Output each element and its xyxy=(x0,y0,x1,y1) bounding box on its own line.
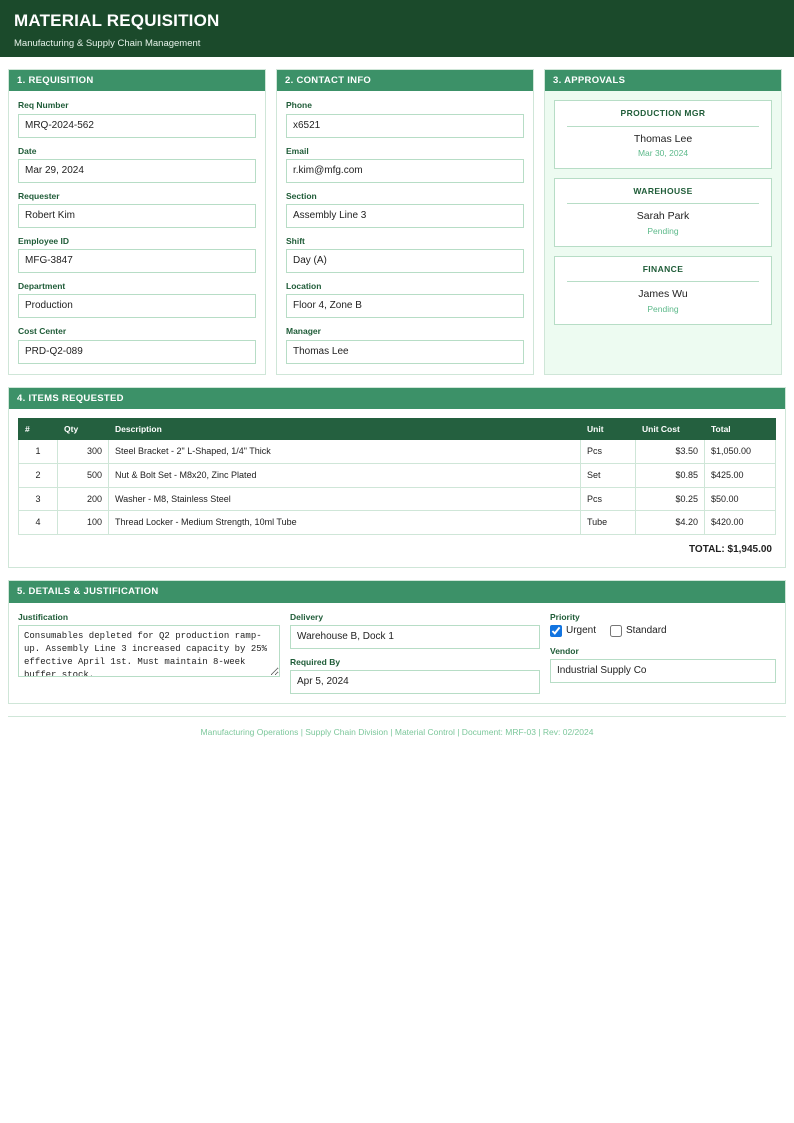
approval-card-finance[interactable] xyxy=(554,256,772,325)
column-header-qty: Qty xyxy=(58,418,109,439)
approval-status: Mar 30, 2024 xyxy=(637,148,689,159)
requisition-panel-header: 1. REQUISITION xyxy=(9,70,265,91)
field-label: Req Number xyxy=(18,100,69,111)
approval-role: FINANCE xyxy=(642,264,684,275)
justification-textarea[interactable] xyxy=(18,625,280,677)
cell-unit-cost: $0.25 xyxy=(636,487,705,511)
field-delivery xyxy=(290,612,540,649)
signature-rule xyxy=(567,281,759,282)
field-vendor xyxy=(550,646,776,683)
cell-unit-cost: $0.85 xyxy=(636,463,705,487)
cell-total: $50.00 xyxy=(705,487,776,511)
priority-vendor-column xyxy=(550,612,776,683)
delivery-input[interactable] xyxy=(290,625,540,649)
approval-status: Pending xyxy=(647,303,679,314)
shift-input[interactable] xyxy=(286,249,524,273)
cell-description: Nut & Bolt Set - M8x20, Zinc Plated xyxy=(109,463,581,487)
cell-qty: 300 xyxy=(58,440,109,464)
page-content xyxy=(0,69,794,704)
cell-index: 3 xyxy=(19,487,58,511)
requisition-panel xyxy=(8,69,266,375)
items-section xyxy=(8,387,786,569)
field-label: Employee ID xyxy=(18,235,70,246)
approval-role: WAREHOUSE xyxy=(633,186,693,197)
details-section xyxy=(8,580,786,704)
column-header-unit-cost: Unit Cost xyxy=(636,418,705,439)
field-label: Cost Center xyxy=(18,326,67,337)
phone-input[interactable] xyxy=(286,114,524,138)
section-input[interactable] xyxy=(286,204,524,228)
approvals-cards xyxy=(545,91,781,373)
field-label: Phone xyxy=(286,100,312,111)
approval-card-warehouse[interactable] xyxy=(554,178,772,247)
field-label: Requester xyxy=(18,190,60,201)
cell-total: $420.00 xyxy=(705,511,776,535)
cell-unit: Set xyxy=(581,463,636,487)
cell-total: $1,050.00 xyxy=(705,440,776,464)
field-date xyxy=(18,146,256,183)
cell-qty: 100 xyxy=(58,511,109,535)
cell-index: 2 xyxy=(19,463,58,487)
employee-id-input[interactable] xyxy=(18,249,256,273)
cell-description: Steel Bracket - 2" L-Shaped, 1/4" Thick xyxy=(109,440,581,464)
cell-qty: 500 xyxy=(58,463,109,487)
approver-name: Thomas Lee xyxy=(633,132,693,145)
field-section xyxy=(286,191,524,228)
field-email xyxy=(286,146,524,183)
priority-label: Priority xyxy=(550,611,580,622)
page-title: MATERIAL REQUISITION xyxy=(14,11,220,30)
approval-status: Pending xyxy=(647,226,679,237)
cell-unit: Pcs xyxy=(581,440,636,464)
date-input[interactable] xyxy=(18,159,256,183)
delivery-column xyxy=(290,612,540,694)
signature-rule xyxy=(567,126,759,127)
page-footer: Manufacturing Operations | Supply Chain Division | Material Control | Document: MRF-03 | Rev: 02/2024 xyxy=(200,727,594,738)
contact-panel-header: 2. CONTACT INFO xyxy=(277,70,533,91)
table-row xyxy=(19,487,776,511)
standard-label: Standard xyxy=(626,624,667,636)
field-department xyxy=(18,281,256,318)
field-label: Date xyxy=(18,145,37,156)
cost-center-input[interactable] xyxy=(18,340,256,364)
top-columns xyxy=(8,69,786,375)
field-requester xyxy=(18,191,256,228)
page-banner xyxy=(0,0,794,57)
table-row xyxy=(19,463,776,487)
field-phone xyxy=(286,100,524,137)
cell-total: $425.00 xyxy=(705,463,776,487)
cell-description: Thread Locker - Medium Strength, 10ml Tube xyxy=(109,511,581,535)
justification-label: Justification xyxy=(18,611,69,622)
cell-qty: 200 xyxy=(58,487,109,511)
signature-rule xyxy=(567,203,759,204)
approver-name: James Wu xyxy=(638,288,688,301)
items-section-body xyxy=(9,409,785,567)
required-by-label: Required By xyxy=(290,656,341,667)
field-location xyxy=(286,281,524,318)
standard-checkbox[interactable] xyxy=(610,625,622,637)
vendor-label: Vendor xyxy=(550,645,579,656)
approver-name: Sarah Park xyxy=(636,210,690,223)
cell-unit-cost: $4.20 xyxy=(636,511,705,535)
email-input[interactable] xyxy=(286,159,524,183)
details-grid xyxy=(18,612,776,694)
approvals-panel-header: 3. APPROVALS xyxy=(545,70,781,91)
column-header-description: Description xyxy=(109,418,581,439)
cell-index: 1 xyxy=(19,440,58,464)
table-header-row xyxy=(19,418,776,439)
field-label: Section xyxy=(286,190,317,201)
manager-input[interactable] xyxy=(286,340,524,364)
approval-role: PRODUCTION MGR xyxy=(620,108,706,119)
cell-unit: Tube xyxy=(581,511,636,535)
field-manager xyxy=(286,326,524,363)
department-input[interactable] xyxy=(18,294,256,318)
field-label: Location xyxy=(286,281,322,292)
req-number-input[interactable] xyxy=(18,114,256,138)
field-cost-center xyxy=(18,326,256,363)
urgent-checkbox[interactable] xyxy=(550,625,562,637)
cell-unit: Pcs xyxy=(581,487,636,511)
required-by-input[interactable] xyxy=(290,670,540,694)
urgent-label: Urgent xyxy=(566,624,597,636)
field-label: Manager xyxy=(286,326,321,337)
items-table-body xyxy=(19,440,776,535)
delivery-label: Delivery xyxy=(290,611,324,622)
page-subtitle: Manufacturing & Supply Chain Management xyxy=(14,37,201,49)
location-input[interactable] xyxy=(286,294,524,318)
field-required-by xyxy=(290,657,540,694)
field-label: Shift xyxy=(286,235,305,246)
field-req-number xyxy=(18,100,256,137)
cell-unit-cost: $3.50 xyxy=(636,440,705,464)
requisition-fields xyxy=(9,91,265,373)
field-label: Department xyxy=(18,281,66,292)
column-header-total: Total xyxy=(705,418,776,439)
approvals-panel xyxy=(544,69,782,375)
items-section-header: 4. ITEMS REQUESTED xyxy=(9,388,785,409)
cell-description: Washer - M8, Stainless Steel xyxy=(109,487,581,511)
column-header-index: # xyxy=(19,418,58,439)
details-section-header: 5. DETAILS & JUSTIFICATION xyxy=(9,581,785,602)
items-total: TOTAL: $1,945.00 xyxy=(689,544,772,556)
items-table xyxy=(18,418,776,535)
table-row xyxy=(19,440,776,464)
column-header-unit: Unit xyxy=(581,418,636,439)
requester-input[interactable] xyxy=(18,204,256,228)
justification-column xyxy=(18,612,280,677)
priority-option-urgent[interactable] xyxy=(550,625,596,637)
table-row xyxy=(19,511,776,535)
field-label: Email xyxy=(286,145,309,156)
contact-panel xyxy=(276,69,534,375)
field-employee-id xyxy=(18,236,256,273)
details-section-body xyxy=(9,603,785,703)
approval-card-production-mgr[interactable] xyxy=(554,100,772,169)
field-shift xyxy=(286,236,524,273)
contact-fields xyxy=(277,91,533,373)
priority-options xyxy=(550,625,776,637)
vendor-input[interactable] xyxy=(550,659,776,683)
priority-option-standard[interactable] xyxy=(610,625,667,637)
cell-index: 4 xyxy=(19,511,58,535)
items-table-head xyxy=(19,418,776,439)
